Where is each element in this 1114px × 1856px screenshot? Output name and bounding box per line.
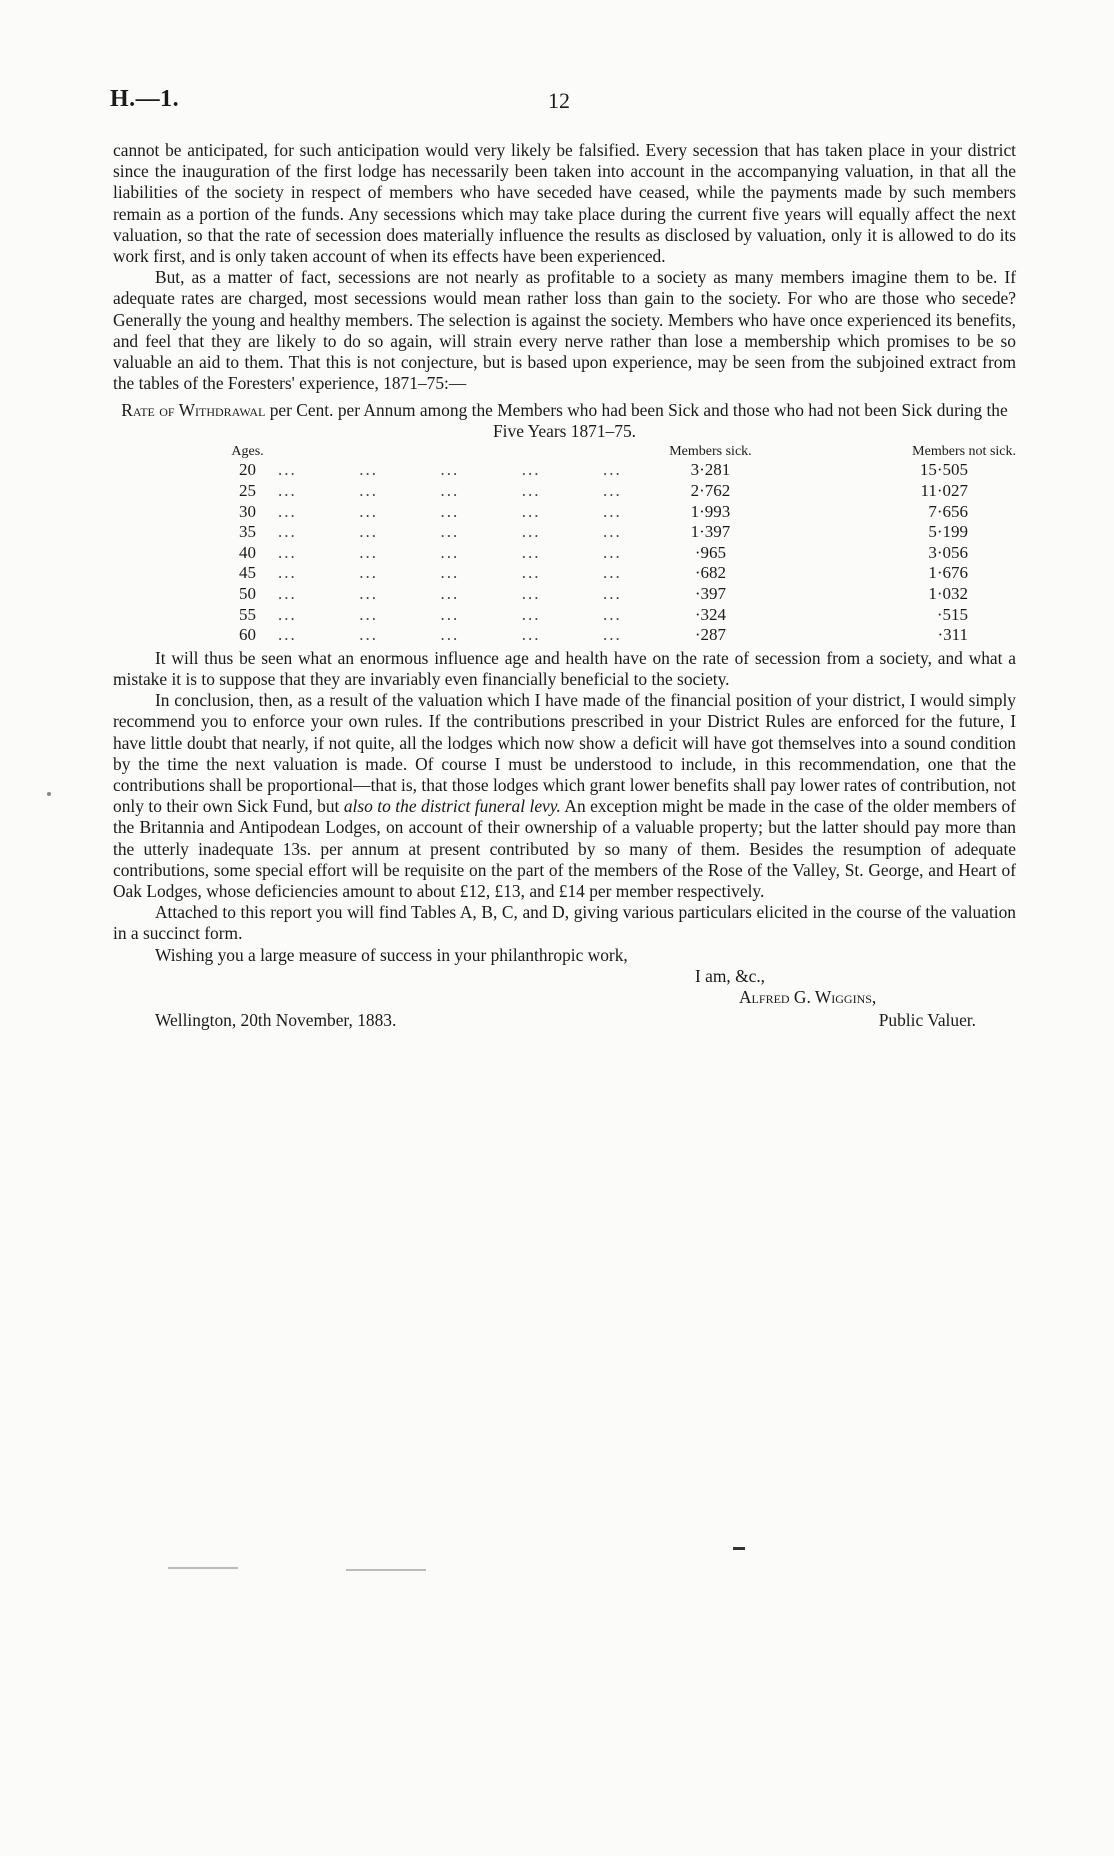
paragraph-2: But, as a matter of fact, secessions are not nearly as profitable to a society as many members imagine them to be. If adequate rates are charged, most secessions would mean rather loss than gain to the society. For who are those who secede? Generally the young and healthy members. The selection is against the society. Members who have once experienced its benefits, and feel that they are likely to do so again, will strain every nerve rather than lose a membership which promises to be so valuable an aid to them. That this is not conjecture, but is based upon experience, may be seen from the subjoined extract from the tables of the Foresters' experience, 1871–75:— bbox=[113, 267, 1016, 394]
table-row bbox=[225, 563, 1016, 584]
cell-members-sick: 1·397 bbox=[690, 522, 731, 542]
cell-age: 55 bbox=[239, 604, 257, 624]
table-row bbox=[225, 605, 1016, 626]
header-members-not-sick: Members not sick. bbox=[912, 444, 1016, 460]
paragraph-4-italic: also to the district funeral levy. bbox=[343, 796, 561, 817]
table-row bbox=[225, 543, 1016, 564]
table-caption-smallcaps: Rate of Withdrawal bbox=[121, 400, 266, 421]
cell-leader-dots: ... ... ... ... ... bbox=[278, 625, 622, 645]
table-body bbox=[225, 460, 1016, 645]
cell-members-not-sick: ·311 bbox=[937, 625, 968, 645]
cell-members-sick: 3·281 bbox=[690, 460, 731, 480]
cell-age: 60 bbox=[239, 625, 257, 645]
scan-smudge bbox=[346, 1569, 426, 1571]
cell-members-not-sick: 11·027 bbox=[920, 481, 968, 501]
cell-leader-dots: ... ... ... ... ... bbox=[278, 563, 622, 583]
paragraph-5: Attached to this report you will find Tables A, B, C, and D, giving various particulars elicited in the course of the valuation in a succinct form. bbox=[113, 902, 1016, 944]
cell-leader-dots: ... ... ... ... ... bbox=[278, 584, 622, 603]
body-text bbox=[113, 140, 1016, 1031]
withdrawal-rate-table bbox=[225, 444, 1016, 645]
cell-members-not-sick: 5·199 bbox=[928, 522, 968, 542]
table-row bbox=[225, 460, 1016, 481]
scan-speck bbox=[47, 792, 51, 796]
cell-leader-dots: ... ... ... ... ... bbox=[278, 481, 622, 501]
cell-members-not-sick: 7·656 bbox=[928, 501, 968, 521]
table-row bbox=[225, 625, 1016, 646]
scan-smudge bbox=[168, 1567, 238, 1569]
scan-mark bbox=[733, 1547, 745, 1550]
page-number: 12 bbox=[548, 88, 570, 113]
cell-leader-dots: ... ... ... ... ... bbox=[278, 501, 622, 521]
place-date: Wellington, 20th November, 1883. bbox=[155, 1010, 397, 1031]
cell-members-not-sick: 1·032 bbox=[928, 584, 968, 603]
paragraph-4-start: In conclusion, then, as a result of the valuation which I have made of the financial position of your district, I would simply recommend you to enforce your own rules. If the contributions prescribed in your District Rules are enforced for the future, I have little doubt that nearly, if not quite, all the lodges which now show a deficit will have got themselves into a sound condition by the time the next valuation is made. Of course I must be understood to include, in this recommendation, one that the contributions shall be proportional—that is, that those lodges which grant lower benefits shall pay lower rates of contribution, not only to their own Sick Fund, but bbox=[113, 690, 1016, 817]
signature: Alfred G. Wiggins, bbox=[739, 987, 877, 1008]
table-row bbox=[225, 522, 1016, 543]
table-header-row bbox=[225, 444, 1016, 460]
date-line bbox=[113, 1010, 1016, 1031]
cell-members-not-sick: 3·056 bbox=[928, 542, 968, 562]
cell-members-sick: ·965 bbox=[694, 542, 727, 562]
cell-members-sick: ·397 bbox=[694, 584, 727, 603]
table-row bbox=[225, 584, 1016, 605]
cell-members-sick: ·682 bbox=[694, 563, 727, 583]
table-caption-rest: per Cent. per Annum among the Members who had been Sick and those who had not been Sick during the Five Years 1871–75. bbox=[265, 400, 1008, 442]
table-row bbox=[225, 481, 1016, 502]
paragraph-4-end: An exception might be made in the case of the older members of the Britannia and Antipodean Lodges, on account of their ownership of a valuable property; but the latter should pay more than the utterly inadequate 13s. per annum at present contributed by so many of them. Besides the resumption of adequate contributions, some special effort will be requisite on the part of the members of the Rose of the Valley, St. George, and Heart of Oak Lodges, whose deficiencies amount to about £12, £13, and £14 per member respectively. bbox=[113, 796, 1016, 902]
header-spacer bbox=[270, 444, 657, 460]
cell-leader-dots: ... ... ... ... ... bbox=[278, 542, 622, 562]
table-row bbox=[225, 502, 1016, 523]
cell-leader-dots: ... ... ... ... ... bbox=[278, 522, 622, 542]
page-reference: H.—1. bbox=[110, 86, 180, 112]
cell-age: 40 bbox=[239, 542, 257, 562]
cell-leader-dots: ... ... ... ... ... bbox=[278, 460, 622, 480]
cell-age: 35 bbox=[239, 522, 257, 542]
header-ages: Ages. bbox=[231, 444, 264, 460]
closing-wish: Wishing you a large measure of success in your philanthropic work, bbox=[155, 944, 628, 965]
signatory-title: Public Valuer. bbox=[878, 1010, 976, 1031]
closing-i-am: I am, &c., bbox=[695, 965, 766, 986]
paragraph-3: It will thus be seen what an enormous influence age and health have on the rate of secession from a society, and what a mistake it is to suppose that they are invariably even financially beneficial to the society. bbox=[113, 647, 1016, 689]
cell-age: 45 bbox=[239, 563, 257, 583]
cell-members-sick: ·287 bbox=[694, 625, 727, 645]
cell-members-sick: 2·762 bbox=[690, 481, 731, 501]
cell-members-not-sick: ·515 bbox=[936, 604, 968, 624]
cell-members-not-sick: 1·676 bbox=[928, 563, 968, 583]
paragraph-1: cannot be anticipated, for such anticipation would very likely be falsified. Every secession that has taken place in your district since the inauguration of the first lodge has necessarily been taken into account in the accompanying valuation, in that all the liabilities of the society in respect of members who have seceded have ceased, while the payments made by such members remain as a portion of the funds. Any secessions which may take place during the current five years will equally affect the next valuation, so that the rate of secession does materially influence the results as disclosed by valuation, only it is allowed to do its work first, and is only taken account of when its effects have been experienced. bbox=[113, 140, 1016, 267]
cell-age: 20 bbox=[239, 460, 257, 480]
table-caption bbox=[113, 400, 1016, 442]
cell-age: 50 bbox=[239, 584, 257, 603]
cell-members-sick: ·324 bbox=[694, 604, 727, 624]
header-members-sick: Members sick. bbox=[669, 444, 752, 460]
cell-age: 30 bbox=[239, 501, 257, 521]
cell-age: 25 bbox=[239, 481, 257, 501]
cell-members-not-sick: 15·505 bbox=[919, 460, 968, 480]
paragraph-4 bbox=[113, 690, 1016, 902]
cell-members-sick: 1·993 bbox=[690, 501, 731, 521]
cell-leader-dots: ... ... ... ... ... bbox=[278, 604, 622, 624]
